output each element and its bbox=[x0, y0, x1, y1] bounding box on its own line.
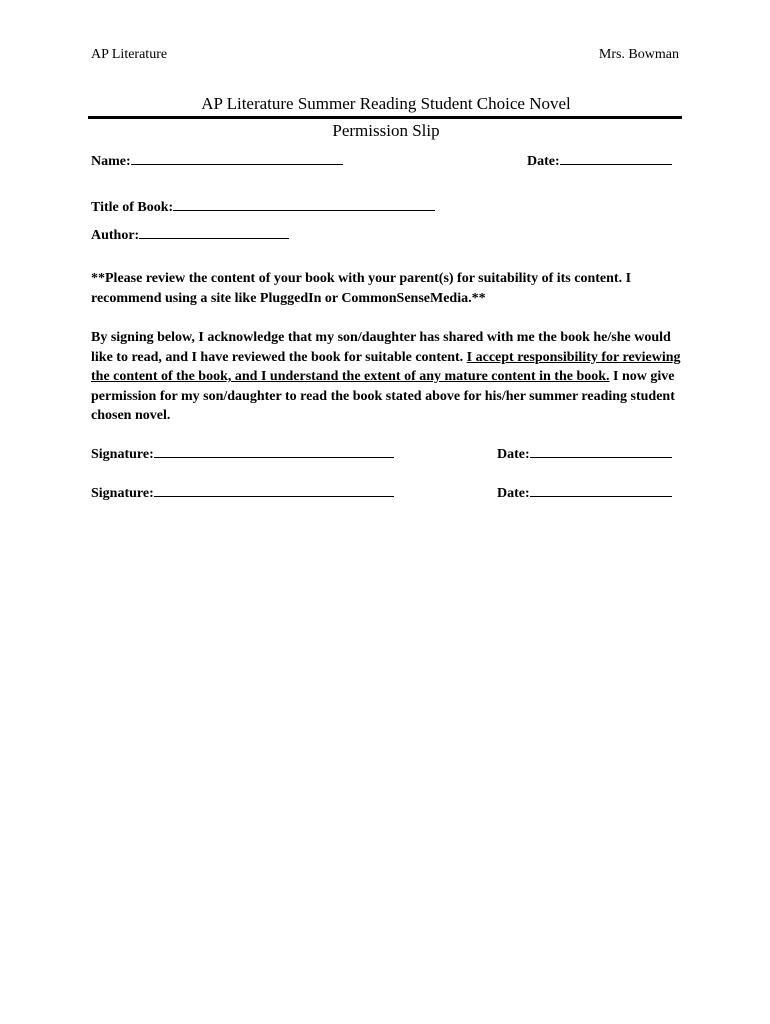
agreement-text-2: I now give permission for my son/daughter to read the book stated above for his/her summer reading student chosen novel. bbox=[91, 369, 675, 423]
date-2-label: Date: bbox=[497, 486, 530, 501]
signature-1-label: Signature: bbox=[91, 447, 154, 462]
title-line-1: AP Literature Summer Reading Student Choice Novel bbox=[201, 94, 571, 113]
book-title-blank[interactable] bbox=[173, 197, 435, 211]
name-field[interactable] bbox=[91, 151, 343, 170]
date-1-label: Date: bbox=[497, 447, 530, 462]
header-teacher: Mrs. Bowman bbox=[598, 47, 679, 62]
signature-1-field[interactable] bbox=[91, 444, 394, 463]
book-title-field[interactable] bbox=[91, 197, 435, 216]
title-divider bbox=[88, 116, 682, 119]
signature-1-blank[interactable] bbox=[154, 444, 394, 458]
author-blank[interactable] bbox=[139, 225, 289, 239]
title-line-2: Permission Slip bbox=[332, 121, 440, 140]
signature-2-field[interactable] bbox=[91, 483, 394, 502]
date-1-field[interactable] bbox=[497, 444, 672, 463]
book-title-label: Title of Book: bbox=[91, 200, 174, 215]
header-course: AP Literature bbox=[91, 47, 168, 62]
page-title bbox=[90, 94, 682, 114]
agreement-text-1: By signing below, I acknowledge that my son/daughter has shared with me the book he/she would like to read, and I have reviewed the book for suitable content. bbox=[91, 330, 671, 365]
date-2-blank[interactable] bbox=[530, 483, 672, 497]
date-1-blank[interactable] bbox=[530, 444, 672, 458]
name-blank[interactable] bbox=[131, 151, 343, 165]
date-blank[interactable] bbox=[560, 151, 672, 165]
signature-2-blank[interactable] bbox=[154, 483, 394, 497]
date-2-field[interactable] bbox=[497, 483, 672, 502]
author-label: Author: bbox=[91, 228, 140, 243]
signature-2-label: Signature: bbox=[91, 486, 154, 501]
notice-line-1: **Please review the content of your book with your parent(s) for suitability of its content. I bbox=[91, 271, 632, 286]
agreement-underlined: I accept responsibility for reviewing the content of the book, and I understand the extent of any mature content in the book. bbox=[91, 349, 681, 384]
notice-line-2: recommend using a site like PluggedIn or CommonSenseMedia.** bbox=[91, 290, 486, 306]
date-field[interactable] bbox=[527, 151, 672, 170]
agreement-paragraph bbox=[91, 328, 683, 426]
notice-paragraph bbox=[91, 269, 683, 308]
author-field[interactable] bbox=[91, 225, 289, 244]
date-label: Date: bbox=[527, 154, 560, 169]
name-label: Name: bbox=[91, 154, 131, 169]
